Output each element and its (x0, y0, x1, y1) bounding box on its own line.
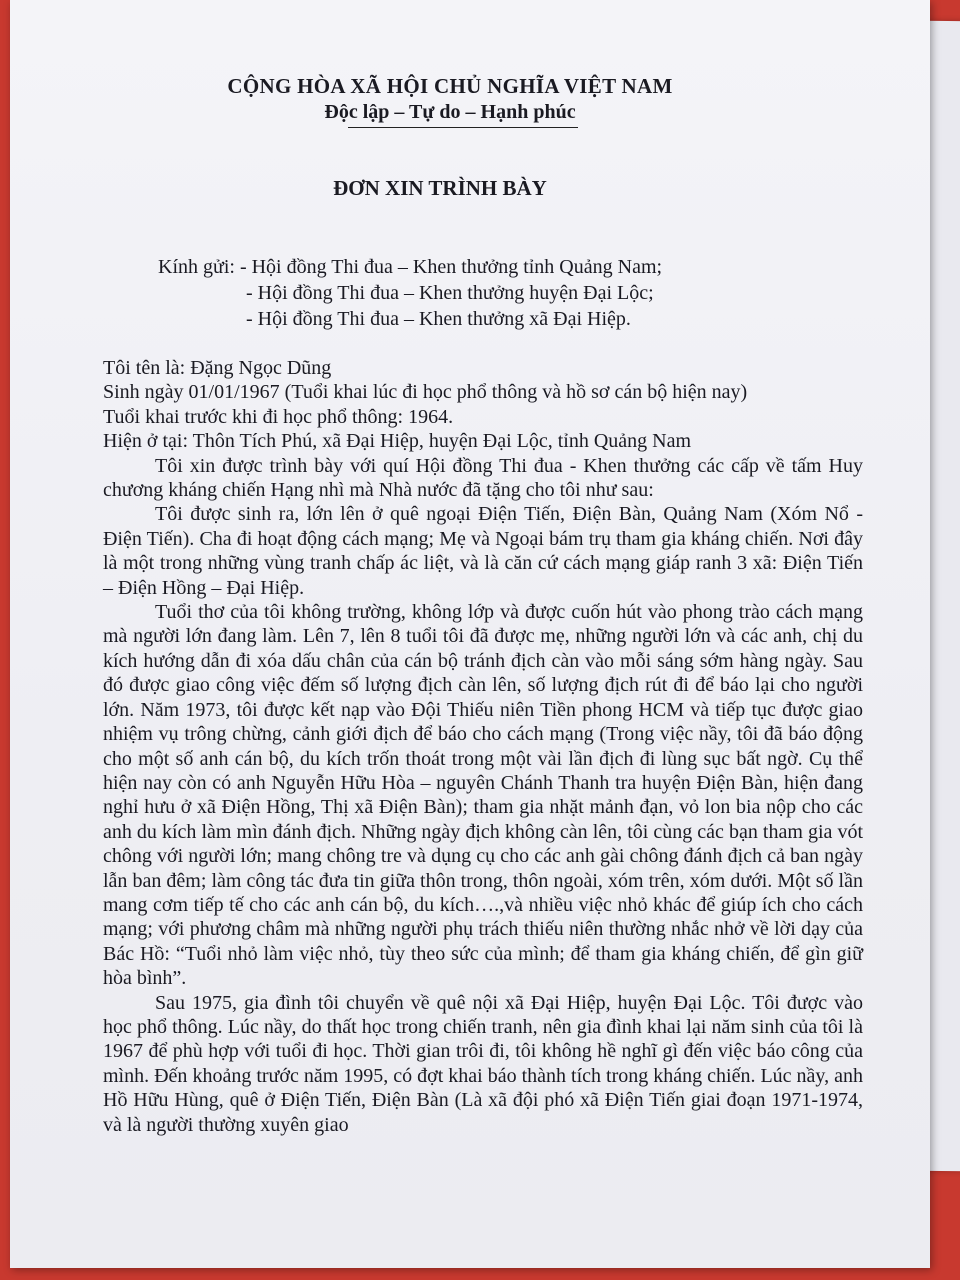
recipients-block (158, 254, 662, 332)
national-motto: Độc lập – Tự do – Hạnh phúc (324, 101, 576, 123)
national-title: CỘNG HÒA XÃ HỘI CHỦ NGHĨA VIỆT NAM (227, 74, 673, 98)
recipient-line: - Hội đồng Thi đua – Khen thưởng xã Đại Hiệp. (246, 308, 631, 330)
applicant-address: Hiện ở tại: Thôn Tích Phú, xã Đại Hiệp, huyện Đại Lộc, tỉnh Quảng Nam (103, 430, 692, 453)
recipient-line: - Hội đồng Thi đua – Khen thưởng huyện Đại Lộc; (246, 282, 654, 304)
document-body (103, 356, 863, 1137)
applicant-dob: Sinh ngày 01/01/1967 (Tuổi khai lúc đi học phổ thông và hồ sơ cán bộ hiện nay) (103, 381, 748, 404)
motto-underline (348, 127, 578, 128)
applicant-name: Tôi tên là: Đặng Ngọc Dũng (103, 357, 332, 379)
body-paragraph: Tôi được sinh ra, lớn lên ở quê ngoại Điện Tiến, Điện Bàn, Quảng Nam (Xóm Nổ - Điện Tiến). Cha đi hoạt động cách mạng; Mẹ và Ngoại bám trụ tham gia kháng chiến. Nơi đây là một trong những vùng tranh chấp ác liệt, và là căn cứ cách mạng giáp ranh 3 xã: Điện Tiến – Điện Hồng – Đại Hiệp. (103, 503, 863, 599)
document-title: ĐƠN XIN TRÌNH BÀY (333, 176, 547, 200)
body-paragraph: Tuổi thơ của tôi không trường, không lớp và được cuốn hút vào phong trào cách mạng mà người lớn đang làm. Lên 7, lên 8 tuổi tôi đã được mẹ, những người lớn và các anh, chị du kích hướng dẫn đi xóa dấu chân của cán bộ tránh địch càn vào mỗi sáng sớm hàng ngày. Sau đó được giao công việc đếm số lượng địch càn lên, số lượng địch rút đi để báo lại cho người lớn. Năm 1973, tôi được kết nạp vào Đội Thiếu niên Tiền phong HCM và tiếp tục được giao nhiệm vụ trông chừng, cảnh giới địch để báo cho cách mạng (Trong việc nầy, tôi đã báo động cho một số anh cán bộ, du kích trốn thoát trong một vài lần địch đi lùng sục bất ngờ. Cụ thể hiện nay còn có anh Nguyễn Hữu Hòa – nguyên Chánh Thanh tra huyện Điện Bàn, hiện đang nghỉ hưu ở xã Điện Hồng, Thị xã Điện Bàn); tham gia nhặt mảnh đạn, vỏ lon bia nộp cho các anh du kích làm mìn đánh địch. Những ngày địch không càn lên, tôi cùng các bạn tham gia vót chông với người lớn; mang chông tre và dụng cụ cho các anh gài chông đánh địch cả ban ngày lẫn ban đêm; làm công tác đưa tin giữa thôn trong, thôn ngoài, xóm trên, xóm dưới. Một số lần mang cơm tiếp tế cho các anh cán bộ, du kích….,và nhiều việc nhỏ khác để giúp ích cho cách mạng; với phương châm mà những người phụ trách thiếu niên thường nhắc nhở về lời dạy của Bác Hồ: “Tuổi nhỏ làm việc nhỏ, tùy theo sức của mình; để tham gia kháng chiến, để gìn giữ hòa bình”. (103, 601, 863, 990)
recipient-line: Kính gửi: - Hội đồng Thi đua – Khen thưởng tỉnh Quảng Nam; (158, 256, 663, 278)
body-paragraph: Tôi xin được trình bày với quí Hội đồng Thi đua - Khen thưởng các cấp về tấm Huy chương kháng chiến Hạng nhì mà Nhà nước đã tặng cho tôi như sau: (103, 454, 863, 502)
applicant-age-before: Tuổi khai trước khi đi học phổ thông: 1964. (103, 405, 454, 428)
body-paragraph: Sau 1975, gia đình tôi chuyển về quê nội xã Đại Hiệp, huyện Đại Lộc. Tôi được vào học phổ thông. Lúc nầy, do thất học trong chiến tranh, nên gia đình khai lại năm sinh của tôi là 1967 để phù hợp với tuổi đi học. Thời gian trôi đi, tôi không hề nghĩ gì đến việc báo công của mình. Đến khoảng trước năm 1995, có đợt khai báo thành tích trong kháng chiến. Lúc nầy, anh Hồ Hữu Hùng, quê ở Điện Tiến, Điện Bàn (Là xã đội phó xã Điện Tiến giai đoạn 1971-1974, và là người thường xuyên giao (103, 991, 863, 1136)
document-page (10, 0, 930, 1268)
